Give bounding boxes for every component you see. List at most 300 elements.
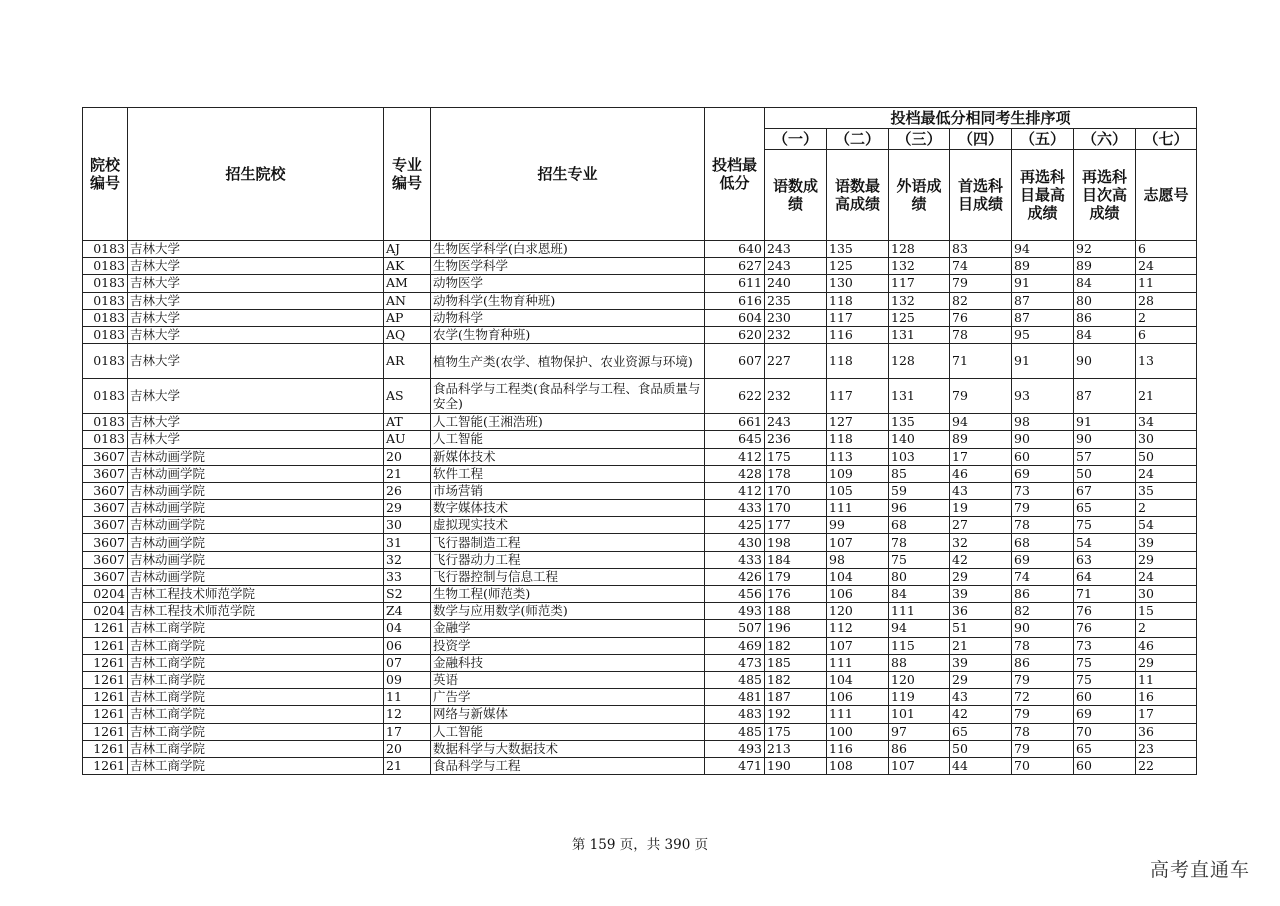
cell-foreign-lang: 75: [889, 551, 950, 568]
cell-second-max: 91: [1012, 275, 1074, 292]
cell-school-code: 3607: [83, 465, 128, 482]
header-tiebreak-num: （五）: [1012, 129, 1074, 150]
cell-second-next: 75: [1074, 671, 1136, 688]
header-tiebreak-num: （四）: [950, 129, 1012, 150]
cell-chn-math-max: 118: [827, 344, 889, 379]
cell-wish-number: 15: [1136, 603, 1197, 620]
cell-school-code: 3607: [83, 517, 128, 534]
cell-min-score: 485: [705, 723, 765, 740]
cell-wish-number: 29: [1136, 551, 1197, 568]
cell-foreign-lang: 101: [889, 706, 950, 723]
table-row: [83, 517, 1197, 534]
table-row: [83, 603, 1197, 620]
cell-second-max: 86: [1012, 654, 1074, 671]
header-tiebreak-label: 志愿号: [1136, 150, 1197, 241]
cell-major-code: 07: [384, 654, 431, 671]
header-tiebreak-num: （二）: [827, 129, 889, 150]
table-row: [83, 500, 1197, 517]
cell-chn-math: 170: [765, 482, 827, 499]
cell-school-code: 1261: [83, 620, 128, 637]
cell-foreign-lang: 103: [889, 448, 950, 465]
cell-chn-math: 227: [765, 344, 827, 379]
cell-wish-number: 30: [1136, 431, 1197, 448]
cell-school-name: 吉林动画学院: [128, 500, 384, 517]
cell-foreign-lang: 115: [889, 637, 950, 654]
cell-chn-math: 232: [765, 379, 827, 414]
cell-chn-math: 187: [765, 689, 827, 706]
cell-second-max: 94: [1012, 241, 1074, 258]
cell-first-subject: 44: [950, 757, 1012, 774]
cell-foreign-lang: 86: [889, 740, 950, 757]
cell-major-code: 06: [384, 637, 431, 654]
cell-first-subject: 76: [950, 309, 1012, 326]
cell-first-subject: 83: [950, 241, 1012, 258]
cell-chn-math: 188: [765, 603, 827, 620]
table-row: [83, 431, 1197, 448]
cell-foreign-lang: 132: [889, 292, 950, 309]
cell-second-next: 50: [1074, 465, 1136, 482]
cell-first-subject: 43: [950, 689, 1012, 706]
cell-second-next: 70: [1074, 723, 1136, 740]
cell-school-name: 吉林工商学院: [128, 706, 384, 723]
cell-major-code: 31: [384, 534, 431, 551]
cell-min-score: 627: [705, 258, 765, 275]
cell-foreign-lang: 135: [889, 414, 950, 431]
cell-school-code: 0183: [83, 241, 128, 258]
cell-wish-number: 54: [1136, 517, 1197, 534]
cell-first-subject: 36: [950, 603, 1012, 620]
header-tiebreak-num: （一）: [765, 129, 827, 150]
table-row: [83, 344, 1197, 379]
cell-chn-math-max: 104: [827, 568, 889, 585]
cell-school-code: 0183: [83, 431, 128, 448]
cell-second-max: 79: [1012, 706, 1074, 723]
cell-foreign-lang: 131: [889, 379, 950, 414]
cell-chn-math-max: 111: [827, 654, 889, 671]
cell-school-name: 吉林大学: [128, 326, 384, 343]
cell-major-code: AM: [384, 275, 431, 292]
cell-wish-number: 24: [1136, 568, 1197, 585]
cell-min-score: 483: [705, 706, 765, 723]
table-row: [83, 568, 1197, 585]
cell-major-code: 17: [384, 723, 431, 740]
cell-chn-math-max: 125: [827, 258, 889, 275]
cell-foreign-lang: 120: [889, 671, 950, 688]
cell-wish-number: 30: [1136, 586, 1197, 603]
cell-chn-math: 235: [765, 292, 827, 309]
cell-chn-math-max: 99: [827, 517, 889, 534]
cell-min-score: 471: [705, 757, 765, 774]
cell-major-name: 生物医学科学: [431, 258, 705, 275]
cell-chn-math-max: 120: [827, 603, 889, 620]
cell-second-max: 72: [1012, 689, 1074, 706]
cell-wish-number: 24: [1136, 258, 1197, 275]
cell-major-name: 动物医学: [431, 275, 705, 292]
cell-foreign-lang: 94: [889, 620, 950, 637]
cell-first-subject: 79: [950, 275, 1012, 292]
cell-chn-math-max: 106: [827, 586, 889, 603]
cell-school-code: 1261: [83, 654, 128, 671]
cell-chn-math-max: 104: [827, 671, 889, 688]
cell-foreign-lang: 131: [889, 326, 950, 343]
cell-major-code: 32: [384, 551, 431, 568]
cell-major-name: 新媒体技术: [431, 448, 705, 465]
cell-major-code: 21: [384, 757, 431, 774]
cell-second-next: 76: [1074, 620, 1136, 637]
table-row: [83, 534, 1197, 551]
cell-min-score: 412: [705, 482, 765, 499]
cell-wish-number: 11: [1136, 671, 1197, 688]
cell-wish-number: 23: [1136, 740, 1197, 757]
cell-second-next: 57: [1074, 448, 1136, 465]
table-header: [83, 108, 1197, 241]
cell-school-name: 吉林大学: [128, 258, 384, 275]
header-tiebreak-label: 再选科目次高成绩: [1074, 150, 1136, 241]
cell-major-name: 软件工程: [431, 465, 705, 482]
cell-second-next: 64: [1074, 568, 1136, 585]
cell-first-subject: 46: [950, 465, 1012, 482]
cell-min-score: 493: [705, 603, 765, 620]
header-tiebreak-num: （三）: [889, 129, 950, 150]
table-row: [83, 637, 1197, 654]
cell-second-max: 70: [1012, 757, 1074, 774]
cell-wish-number: 24: [1136, 465, 1197, 482]
table-row: [83, 740, 1197, 757]
cell-first-subject: 71: [950, 344, 1012, 379]
cell-second-next: 54: [1074, 534, 1136, 551]
cell-chn-math-max: 111: [827, 500, 889, 517]
cell-first-subject: 19: [950, 500, 1012, 517]
cell-second-next: 76: [1074, 603, 1136, 620]
cell-school-code: 0183: [83, 309, 128, 326]
cell-school-code: 0183: [83, 414, 128, 431]
cell-major-name: 农学(生物育种班): [431, 326, 705, 343]
cell-second-next: 80: [1074, 292, 1136, 309]
cell-second-next: 90: [1074, 344, 1136, 379]
cell-second-max: 91: [1012, 344, 1074, 379]
watermark-text: 高考直通车: [1149, 859, 1250, 881]
cell-major-name: 飞行器动力工程: [431, 551, 705, 568]
cell-school-name: 吉林工商学院: [128, 671, 384, 688]
cell-major-code: AQ: [384, 326, 431, 343]
cell-min-score: 412: [705, 448, 765, 465]
cell-chn-math-max: 118: [827, 431, 889, 448]
cell-chn-math: 179: [765, 568, 827, 585]
cell-major-code: AN: [384, 292, 431, 309]
cell-major-name: 市场营销: [431, 482, 705, 499]
cell-wish-number: 29: [1136, 654, 1197, 671]
cell-foreign-lang: 111: [889, 603, 950, 620]
cell-chn-math: 170: [765, 500, 827, 517]
cell-first-subject: 29: [950, 671, 1012, 688]
table-row: [83, 326, 1197, 343]
cell-first-subject: 17: [950, 448, 1012, 465]
cell-school-name: 吉林工商学院: [128, 757, 384, 774]
cell-school-name: 吉林动画学院: [128, 517, 384, 534]
cell-first-subject: 43: [950, 482, 1012, 499]
cell-school-code: 1261: [83, 757, 128, 774]
cell-foreign-lang: 125: [889, 309, 950, 326]
cell-major-name: 动物科学: [431, 309, 705, 326]
header-min-score: 投档最低分: [705, 108, 765, 241]
cell-min-score: 611: [705, 275, 765, 292]
table-row: [83, 671, 1197, 688]
cell-chn-math-max: 127: [827, 414, 889, 431]
cell-first-subject: 51: [950, 620, 1012, 637]
cell-second-max: 86: [1012, 586, 1074, 603]
cell-school-code: 3607: [83, 482, 128, 499]
cell-wish-number: 46: [1136, 637, 1197, 654]
cell-wish-number: 22: [1136, 757, 1197, 774]
cell-major-code: S2: [384, 586, 431, 603]
table-body: [83, 241, 1197, 775]
cell-school-name: 吉林动画学院: [128, 465, 384, 482]
cell-foreign-lang: 128: [889, 241, 950, 258]
cell-chn-math: 182: [765, 637, 827, 654]
cell-major-code: AJ: [384, 241, 431, 258]
cell-chn-math-max: 113: [827, 448, 889, 465]
cell-first-subject: 65: [950, 723, 1012, 740]
cell-second-max: 74: [1012, 568, 1074, 585]
header-tiebreak-num: （六）: [1074, 129, 1136, 150]
cell-school-name: 吉林大学: [128, 292, 384, 309]
cell-major-code: 29: [384, 500, 431, 517]
cell-chn-math-max: 107: [827, 534, 889, 551]
cell-major-name: 金融科技: [431, 654, 705, 671]
cell-second-max: 95: [1012, 326, 1074, 343]
cell-major-name: 人工智能(王湘浩班): [431, 414, 705, 431]
cell-major-code: 20: [384, 740, 431, 757]
cell-min-score: 481: [705, 689, 765, 706]
cell-wish-number: 36: [1136, 723, 1197, 740]
cell-school-code: 1261: [83, 723, 128, 740]
table-row: [83, 551, 1197, 568]
cell-chn-math: 175: [765, 723, 827, 740]
cell-min-score: 507: [705, 620, 765, 637]
cell-chn-math-max: 105: [827, 482, 889, 499]
cell-school-name: 吉林动画学院: [128, 551, 384, 568]
cell-chn-math: 182: [765, 671, 827, 688]
table-row: [83, 723, 1197, 740]
cell-school-name: 吉林工商学院: [128, 620, 384, 637]
table-row: [83, 689, 1197, 706]
cell-wish-number: 6: [1136, 326, 1197, 343]
cell-second-max: 93: [1012, 379, 1074, 414]
cell-second-max: 68: [1012, 534, 1074, 551]
cell-second-next: 67: [1074, 482, 1136, 499]
cell-min-score: 604: [705, 309, 765, 326]
cell-first-subject: 42: [950, 706, 1012, 723]
cell-foreign-lang: 140: [889, 431, 950, 448]
cell-min-score: 620: [705, 326, 765, 343]
header-tiebreak-num: （七）: [1136, 129, 1197, 150]
cell-chn-math: 213: [765, 740, 827, 757]
cell-second-next: 75: [1074, 654, 1136, 671]
cell-school-name: 吉林工程技术师范学院: [128, 603, 384, 620]
cell-first-subject: 79: [950, 379, 1012, 414]
cell-second-next: 86: [1074, 309, 1136, 326]
cell-first-subject: 89: [950, 431, 1012, 448]
cell-chn-math-max: 116: [827, 740, 889, 757]
cell-school-code: 0183: [83, 258, 128, 275]
cell-major-name: 投资学: [431, 637, 705, 654]
cell-second-max: 90: [1012, 620, 1074, 637]
cell-second-next: 60: [1074, 689, 1136, 706]
cell-second-max: 89: [1012, 258, 1074, 275]
cell-major-name: 生物工程(师范类): [431, 586, 705, 603]
cell-major-name: 数字媒体技术: [431, 500, 705, 517]
cell-wish-number: 6: [1136, 241, 1197, 258]
cell-school-name: 吉林大学: [128, 414, 384, 431]
cell-first-subject: 82: [950, 292, 1012, 309]
table-row: [83, 448, 1197, 465]
header-tiebreak-label: 语数最高成绩: [827, 150, 889, 241]
cell-major-name: 虚拟现实技术: [431, 517, 705, 534]
cell-school-code: 3607: [83, 568, 128, 585]
cell-min-score: 428: [705, 465, 765, 482]
cell-major-code: 30: [384, 517, 431, 534]
cell-min-score: 456: [705, 586, 765, 603]
cell-school-name: 吉林大学: [128, 309, 384, 326]
cell-school-code: 0183: [83, 379, 128, 414]
cell-major-name: 英语: [431, 671, 705, 688]
cell-major-code: 09: [384, 671, 431, 688]
cell-school-name: 吉林工程技术师范学院: [128, 586, 384, 603]
cell-second-max: 69: [1012, 551, 1074, 568]
header-tiebreak-label: 再选科目最高成绩: [1012, 150, 1074, 241]
cell-wish-number: 16: [1136, 689, 1197, 706]
cell-second-next: 84: [1074, 275, 1136, 292]
cell-min-score: 430: [705, 534, 765, 551]
table-row: [83, 292, 1197, 309]
cell-school-name: 吉林大学: [128, 379, 384, 414]
cell-major-code: 33: [384, 568, 431, 585]
cell-chn-math-max: 135: [827, 241, 889, 258]
cell-major-name: 食品科学与工程: [431, 757, 705, 774]
cell-second-max: 79: [1012, 500, 1074, 517]
cell-first-subject: 94: [950, 414, 1012, 431]
cell-major-code: AP: [384, 309, 431, 326]
table-row: [83, 586, 1197, 603]
cell-major-name: 飞行器制造工程: [431, 534, 705, 551]
cell-major-code: 11: [384, 689, 431, 706]
cell-foreign-lang: 88: [889, 654, 950, 671]
cell-school-name: 吉林大学: [128, 431, 384, 448]
cell-second-max: 87: [1012, 292, 1074, 309]
table-row: [83, 309, 1197, 326]
cell-min-score: 661: [705, 414, 765, 431]
cell-second-next: 65: [1074, 500, 1136, 517]
cell-school-code: 0183: [83, 292, 128, 309]
cell-chn-math: 198: [765, 534, 827, 551]
cell-chn-math-max: 98: [827, 551, 889, 568]
cell-first-subject: 27: [950, 517, 1012, 534]
cell-major-name: 生物医学科学(白求恩班): [431, 241, 705, 258]
cell-second-max: 98: [1012, 414, 1074, 431]
cell-first-subject: 39: [950, 586, 1012, 603]
cell-school-name: 吉林动画学院: [128, 568, 384, 585]
cell-school-code: 1261: [83, 637, 128, 654]
cell-foreign-lang: 128: [889, 344, 950, 379]
cell-second-next: 89: [1074, 258, 1136, 275]
cell-school-code: 3607: [83, 534, 128, 551]
cell-chn-math-max: 118: [827, 292, 889, 309]
cell-second-next: 65: [1074, 740, 1136, 757]
cell-chn-math-max: 112: [827, 620, 889, 637]
cell-major-name: 食品科学与工程类(食品科学与工程、食品质量与安全): [431, 379, 705, 414]
cell-school-name: 吉林大学: [128, 241, 384, 258]
cell-second-max: 79: [1012, 740, 1074, 757]
cell-first-subject: 29: [950, 568, 1012, 585]
cell-second-max: 69: [1012, 465, 1074, 482]
cell-min-score: 607: [705, 344, 765, 379]
cell-second-next: 75: [1074, 517, 1136, 534]
cell-min-score: 469: [705, 637, 765, 654]
page-number: 第 159 页，共 390 页: [571, 837, 709, 853]
cell-foreign-lang: 68: [889, 517, 950, 534]
cell-wish-number: 13: [1136, 344, 1197, 379]
cell-school-code: 0183: [83, 326, 128, 343]
table-row: [83, 414, 1197, 431]
cell-wish-number: 50: [1136, 448, 1197, 465]
cell-second-max: 90: [1012, 431, 1074, 448]
cell-school-code: 1261: [83, 689, 128, 706]
cell-chn-math-max: 116: [827, 326, 889, 343]
cell-min-score: 426: [705, 568, 765, 585]
cell-first-subject: 39: [950, 654, 1012, 671]
cell-school-code: 0204: [83, 586, 128, 603]
cell-chn-math: 240: [765, 275, 827, 292]
cell-school-code: 1261: [83, 740, 128, 757]
cell-second-next: 71: [1074, 586, 1136, 603]
cell-major-name: 植物生产类(农学、植物保护、农业资源与环境): [431, 344, 705, 379]
cell-chn-math: 185: [765, 654, 827, 671]
cell-major-name: 人工智能: [431, 723, 705, 740]
cell-major-code: 20: [384, 448, 431, 465]
cell-min-score: 473: [705, 654, 765, 671]
table-row: [83, 620, 1197, 637]
cell-major-code: AT: [384, 414, 431, 431]
cell-second-next: 69: [1074, 706, 1136, 723]
cell-first-subject: 21: [950, 637, 1012, 654]
cell-major-name: 金融学: [431, 620, 705, 637]
cell-foreign-lang: 59: [889, 482, 950, 499]
cell-second-next: 60: [1074, 757, 1136, 774]
cell-wish-number: 11: [1136, 275, 1197, 292]
cell-school-code: 0183: [83, 344, 128, 379]
cell-chn-math-max: 106: [827, 689, 889, 706]
cell-school-name: 吉林动画学院: [128, 448, 384, 465]
cell-school-name: 吉林大学: [128, 344, 384, 379]
cell-second-next: 90: [1074, 431, 1136, 448]
header-school-name: 招生院校: [128, 108, 384, 241]
cell-major-code: AK: [384, 258, 431, 275]
cell-first-subject: 78: [950, 326, 1012, 343]
cell-wish-number: 17: [1136, 706, 1197, 723]
cell-first-subject: 42: [950, 551, 1012, 568]
cell-foreign-lang: 96: [889, 500, 950, 517]
cell-major-code: 04: [384, 620, 431, 637]
cell-major-code: 26: [384, 482, 431, 499]
cell-wish-number: 35: [1136, 482, 1197, 499]
cell-chn-math: 243: [765, 241, 827, 258]
cell-school-code: 1261: [83, 671, 128, 688]
cell-second-max: 78: [1012, 517, 1074, 534]
cell-major-code: 21: [384, 465, 431, 482]
cell-min-score: 640: [705, 241, 765, 258]
cell-school-name: 吉林工商学院: [128, 637, 384, 654]
cell-school-name: 吉林工商学院: [128, 654, 384, 671]
